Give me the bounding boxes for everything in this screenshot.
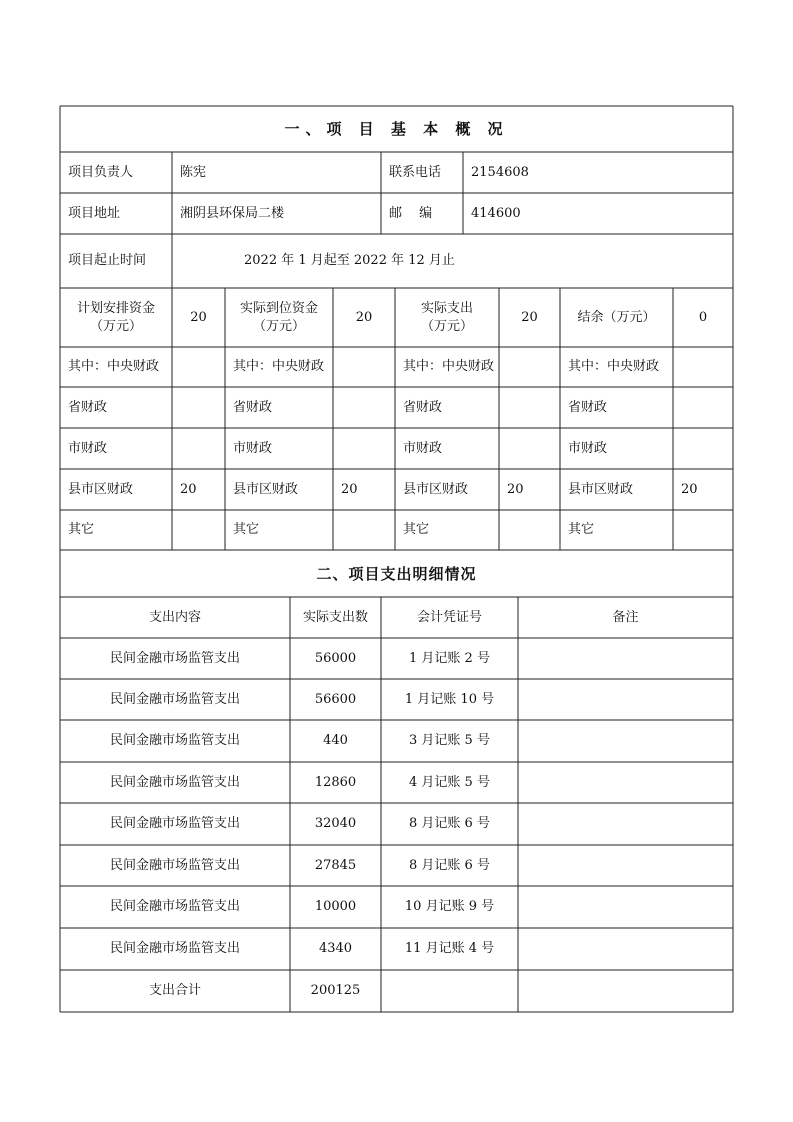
funds-source-label: 县市区财政 xyxy=(68,481,134,497)
expense-voucher: 4 月记账 5 号 xyxy=(409,774,490,790)
expense-amount: 27845 xyxy=(314,857,357,873)
funds-source-value xyxy=(499,510,560,550)
expense-amount: 440 xyxy=(323,733,348,748)
leader-value: 陈宪 xyxy=(180,164,207,180)
expense-note xyxy=(518,679,733,720)
funds-source-label: 省财政 xyxy=(233,399,273,415)
funds-source-value: 20 xyxy=(681,481,698,497)
funds-source-label: 省财政 xyxy=(403,399,443,415)
funds-source-value xyxy=(499,347,560,387)
funds-source-label: 其中：中央财政 xyxy=(568,359,660,374)
funds-source-value xyxy=(172,428,225,469)
planned-funds-label xyxy=(60,288,172,347)
expense-voucher: 11 月记账 4 号 xyxy=(404,941,495,956)
funds-source-value xyxy=(333,428,395,469)
funds-source-value xyxy=(673,510,733,550)
expense-content: 民间金融市场监管支出 xyxy=(109,816,240,831)
spent-funds-label-line1: 实际支出 xyxy=(420,300,473,316)
planned-funds-value: 20 xyxy=(190,309,207,325)
expense-note xyxy=(518,886,733,928)
period-label: 项目起止时间 xyxy=(68,253,147,268)
funds-source-label: 县市区财政 xyxy=(568,481,634,497)
actual-funds-label xyxy=(225,288,333,347)
funds-source-label: 县市区财政 xyxy=(403,481,469,497)
funds-source-value xyxy=(673,387,733,428)
expense-note xyxy=(518,803,733,845)
total-voucher xyxy=(381,970,518,1012)
funds-source-label: 市财政 xyxy=(568,440,608,456)
expense-content: 民间金融市场监管支出 xyxy=(109,857,240,873)
section1-title: 一、项 目 基 本 概 况 xyxy=(284,120,509,138)
funds-source-label: 市财政 xyxy=(233,440,273,456)
spent-funds-label xyxy=(395,288,499,347)
expense-amount: 12860 xyxy=(314,774,357,790)
section2-title: 二、项目支出明细情况 xyxy=(316,564,477,583)
balance-label: 结余（万元） xyxy=(577,309,656,325)
funds-source-value xyxy=(673,347,733,387)
header-content: 支出内容 xyxy=(148,609,201,625)
expense-content: 民间金融市场监管支出 xyxy=(109,899,240,914)
expense-voucher: 1 月记账 10 号 xyxy=(404,691,495,707)
expense-note xyxy=(518,720,733,762)
funds-source-label: 其它 xyxy=(233,522,260,537)
funds-source-label: 市财政 xyxy=(68,440,108,456)
total-label: 支出合计 xyxy=(148,983,201,998)
funds-source-label: 省财政 xyxy=(568,399,608,415)
expense-amount: 56000 xyxy=(314,650,357,666)
phone-value: 2154608 xyxy=(471,164,529,180)
funds-source-label: 省财政 xyxy=(68,399,108,415)
funds-source-label: 其中：中央财政 xyxy=(233,359,325,374)
balance-value: 0 xyxy=(698,309,708,325)
phone-label: 联系电话 xyxy=(389,164,442,180)
expense-content: 民间金融市场监管支出 xyxy=(109,733,240,748)
total-value: 200125 xyxy=(310,983,361,998)
postcode-value: 414600 xyxy=(471,205,521,221)
funds-source-value xyxy=(333,347,395,387)
funds-source-value: 20 xyxy=(180,481,197,497)
funds-source-label: 县市区财政 xyxy=(233,481,299,497)
expense-note xyxy=(518,762,733,803)
expense-content: 民间金融市场监管支出 xyxy=(109,941,240,956)
funds-source-label: 其它 xyxy=(68,522,95,537)
funds-source-label: 其它 xyxy=(403,522,430,537)
actual-funds-label-line2: （万元） xyxy=(252,318,305,334)
expense-content: 民间金融市场监管支出 xyxy=(109,774,240,790)
leader-label: 项目负责人 xyxy=(68,164,134,180)
address-value: 湘阴县环保局二楼 xyxy=(180,205,285,221)
expense-voucher: 8 月记账 6 号 xyxy=(409,857,490,873)
funds-source-value xyxy=(172,387,225,428)
expense-voucher: 10 月记账 9 号 xyxy=(404,899,495,914)
spent-funds-label-line2: （万元） xyxy=(420,318,473,334)
actual-funds-value: 20 xyxy=(355,309,373,325)
funds-source-label: 其中：中央财政 xyxy=(403,359,495,374)
funds-source-value: 20 xyxy=(341,481,358,497)
expense-content: 民间金融市场监管支出 xyxy=(109,691,240,707)
funds-source-value xyxy=(333,387,395,428)
actual-funds-label-line1: 实际到位资金 xyxy=(239,300,318,316)
expense-voucher: 1 月记账 2 号 xyxy=(409,650,490,666)
total-note xyxy=(518,970,733,1012)
funds-source-label: 市财政 xyxy=(403,440,443,456)
header-amount: 实际支出数 xyxy=(302,609,368,625)
expense-voucher: 3 月记账 5 号 xyxy=(409,733,490,748)
funds-source-value xyxy=(333,510,395,550)
funds-source-label: 其中：中央财政 xyxy=(68,359,160,374)
postcode-label: 邮 编 xyxy=(389,205,433,221)
funds-source-value xyxy=(673,428,733,469)
expense-amount: 56600 xyxy=(314,691,357,707)
planned-funds-label-line1: 计划安排资金 xyxy=(76,300,155,316)
expense-voucher: 8 月记账 6 号 xyxy=(409,816,490,831)
expense-amount: 32040 xyxy=(314,816,357,831)
funds-source-label: 其它 xyxy=(568,522,595,537)
expense-amount: 4340 xyxy=(318,941,353,956)
funds-source-value xyxy=(499,428,560,469)
expense-content: 民间金融市场监管支出 xyxy=(109,650,240,666)
expense-amount: 10000 xyxy=(314,899,357,914)
period-value: 2022 年 1 月起至 2022 年 12 月止 xyxy=(244,253,455,268)
expense-note xyxy=(518,928,733,970)
address-label: 项目地址 xyxy=(68,205,121,221)
expense-note xyxy=(518,638,733,679)
funds-source-value: 20 xyxy=(507,481,524,497)
header-note: 备注 xyxy=(612,609,639,625)
planned-funds-label-line2: （万元） xyxy=(89,318,142,334)
funds-source-value xyxy=(499,387,560,428)
funds-source-value xyxy=(172,347,225,387)
expense-note xyxy=(518,845,733,886)
spent-funds-value: 20 xyxy=(521,309,538,325)
header-voucher: 会计凭证号 xyxy=(416,609,482,625)
funds-source-value xyxy=(172,510,225,550)
